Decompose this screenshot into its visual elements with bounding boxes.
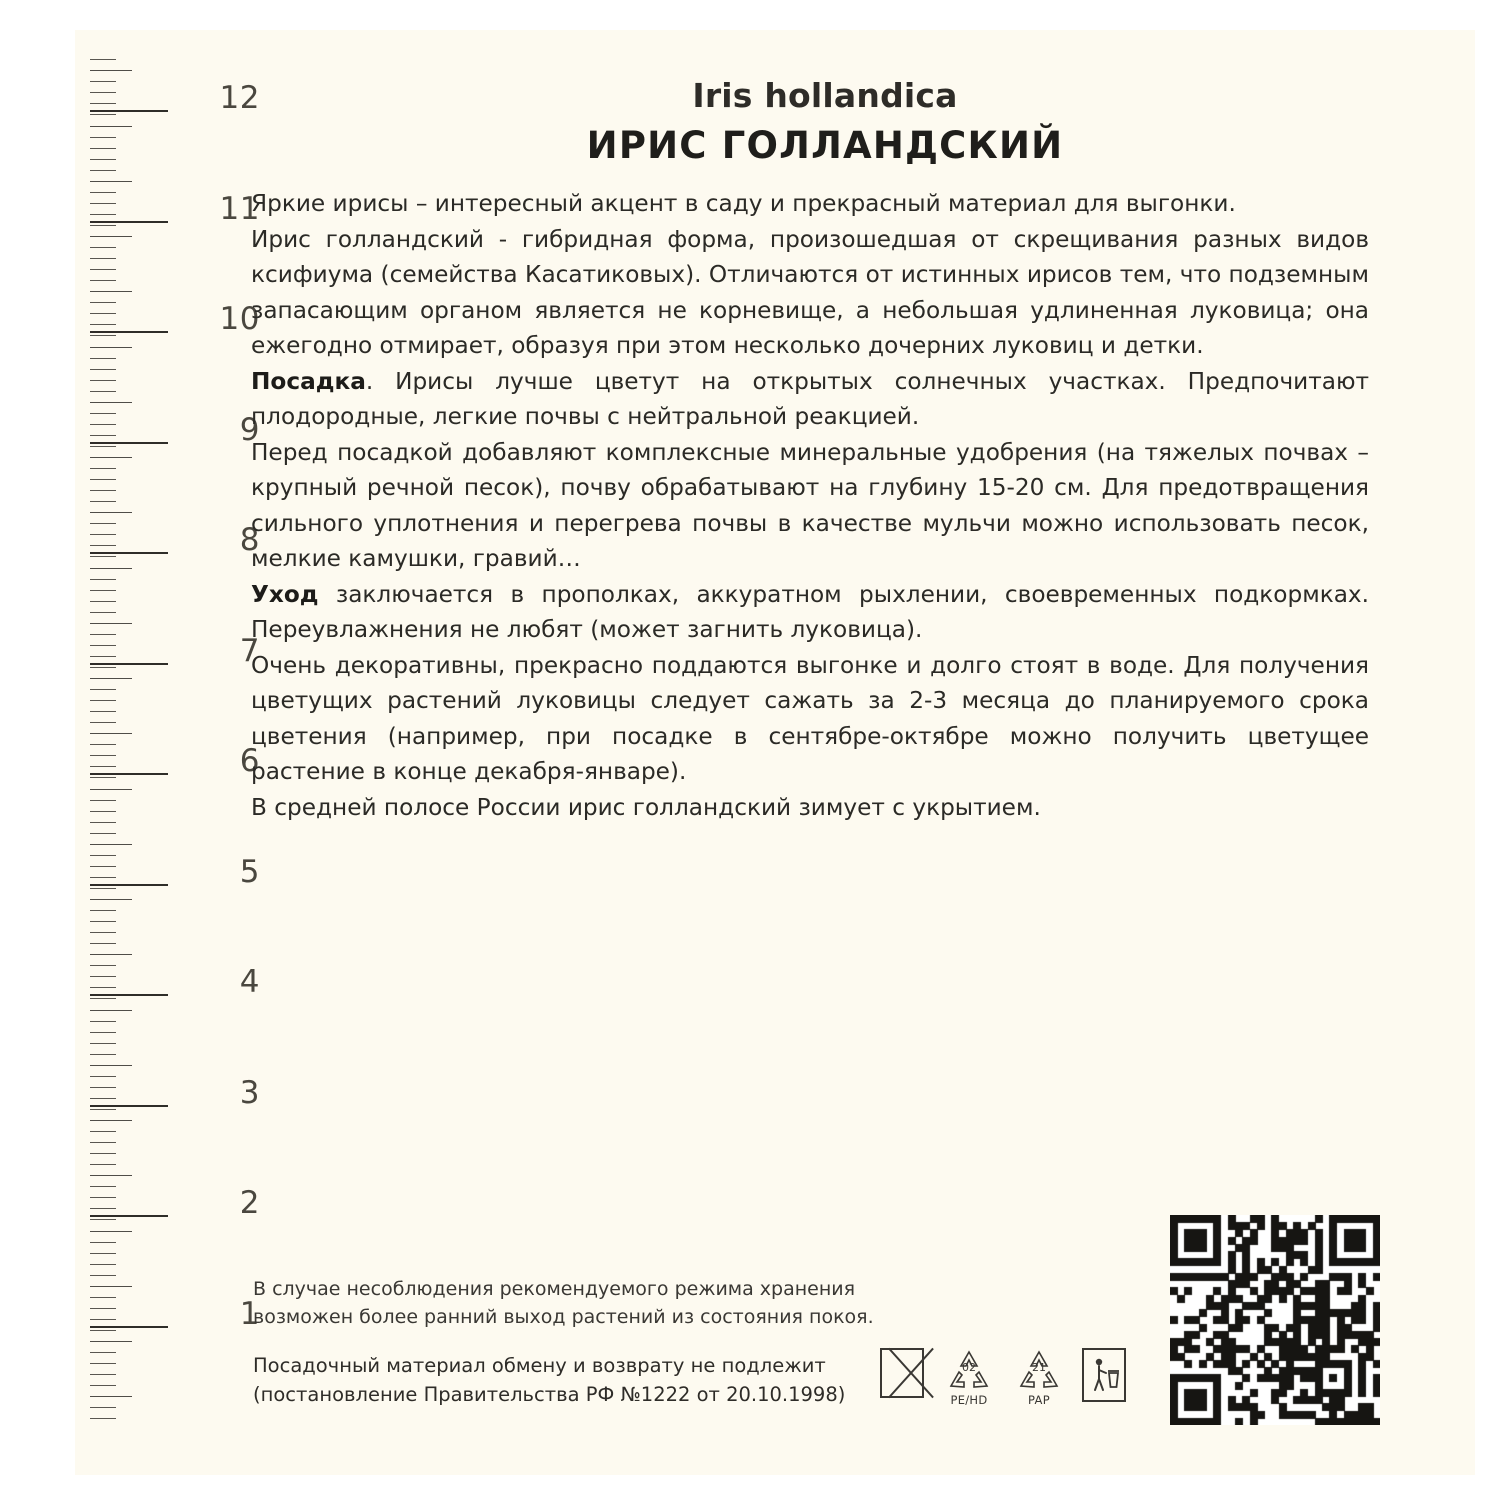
ruler-label: 8 (239, 522, 260, 558)
ruler-tick (90, 1208, 116, 1209)
ruler-major-tick (90, 110, 168, 112)
description-paragraph: Очень декоративны, прекрасно поддаются выгонке и долго стоят в воде. Для получения цветущих растений луковицы следует сажать за 2-3 месяца до планируемого срока цветения (например, при посадке в сентябре-октябре можно получить цветущее растение в конце декабря-январе). (251, 651, 1369, 785)
ruler-tick (90, 1186, 116, 1187)
ruler-tick (90, 689, 116, 690)
ruler-major-tick (90, 442, 168, 444)
ruler-tick (90, 1043, 116, 1044)
ruler-tick (90, 479, 116, 480)
ruler-tick (90, 579, 116, 580)
ruler-label: 2 (239, 1185, 260, 1221)
ruler-major-tick (90, 1326, 168, 1328)
ruler-tick (90, 59, 116, 60)
ruler-tick (90, 822, 116, 823)
ruler-tick (90, 987, 116, 988)
ruler-scale (90, 55, 260, 1455)
ruler-tick (90, 910, 116, 911)
paragraph-lead: Посадка (251, 367, 366, 395)
ruler-tick (90, 457, 132, 458)
ruler-tick (90, 1396, 132, 1397)
ruler-tick (90, 1197, 116, 1198)
ruler-tick (90, 844, 132, 845)
ruler-major-tick (90, 773, 168, 775)
ruler-tick (90, 623, 132, 624)
ruler-tick (90, 358, 116, 359)
ruler-tick (90, 369, 116, 370)
description-paragraph: Яркие ирисы – интересный акцент в саду и прекрасный материал для выгонки. (251, 190, 1236, 217)
recycle-code: 21 (1032, 1361, 1046, 1374)
ruler-tick (90, 181, 132, 182)
ruler-label: 12 (219, 80, 260, 116)
ruler-tick (90, 1032, 116, 1033)
ruler-tick (90, 1021, 116, 1022)
ruler-tick (90, 1242, 116, 1243)
ruler-tick (90, 556, 116, 557)
ruler-tick (90, 280, 116, 281)
ruler-tick (90, 1219, 116, 1220)
person-bin-glyph (1090, 1357, 1120, 1395)
ruler-tick (90, 236, 132, 237)
ruler-major-tick (90, 552, 168, 554)
ruler-tick (90, 645, 116, 646)
ruler-tick (90, 1275, 116, 1276)
ruler-tick (90, 402, 132, 403)
ruler-tick (90, 247, 116, 248)
ruler-tick (90, 954, 132, 955)
ruler-tick (90, 1341, 132, 1342)
ruler-major-tick (90, 221, 168, 223)
recycle-triangle-icon-21 (1012, 1348, 1066, 1407)
ruler-tick (90, 711, 116, 712)
ruler-tick (90, 601, 116, 602)
description-paragraph: Перед посадкой добавляют комплексные минеральные удобрения (на тяжелых почвах – крупный речной песок), почву обрабатывают на глубину 15-20 см. Для предотвращения сильного уплотнения и перегрева почвы в качестве мульчи можно использовать песок, мелкие камушки, гравий… (251, 438, 1369, 572)
ruler-tick (90, 1076, 116, 1077)
ruler-tick (90, 568, 132, 569)
ruler-label: 1 (239, 1295, 260, 1332)
recycle-code: 02 (962, 1361, 976, 1374)
ruler-label: 4 (239, 964, 260, 1000)
ruler-tick (90, 1352, 116, 1353)
ruler-tick (90, 335, 116, 336)
ruler-tick (90, 203, 116, 204)
ruler-tick (90, 777, 116, 778)
ruler-tick (90, 523, 116, 524)
ruler-tick (90, 468, 116, 469)
ruler-tick (90, 258, 116, 259)
ruler-tick (90, 1286, 132, 1287)
ruler-tick (90, 755, 116, 756)
ruler-tick (90, 833, 116, 834)
recycle-material-label: PE/HD (950, 1393, 988, 1407)
description-paragraph: Уход заключается в прополках, аккуратном рыхлении, своевременных подкормках. Переувлажнения не любят (может загнить луковица). (251, 580, 1369, 643)
ruler-tick (90, 413, 116, 414)
ruler-tick (90, 700, 116, 701)
ruler-tick (90, 811, 116, 812)
ruler-tick (90, 877, 116, 878)
ruler-tick (90, 1297, 116, 1298)
ruler-tick (90, 1407, 116, 1408)
ruler-tick (90, 888, 116, 889)
ruler-tick (90, 590, 116, 591)
ruler-tick (90, 1087, 116, 1088)
title-block (250, 76, 1400, 167)
storage-note: В случае несоблюдения рекомендуемого режима хранения возможен более ранний выход растений из состояния покоя. (253, 1278, 874, 1328)
ruler-tick (90, 192, 116, 193)
ruler-tick (90, 1308, 116, 1309)
ruler-label: 7 (239, 632, 260, 669)
ruler-tick (90, 656, 116, 657)
ruler-tick (90, 1065, 132, 1066)
ruler-tick (90, 313, 116, 314)
ruler-tick (90, 866, 116, 867)
ruler-tick (90, 722, 116, 723)
ruler-major-tick (90, 331, 168, 333)
ruler-tick (90, 302, 116, 303)
ruler-tick (90, 1418, 116, 1419)
ruler-tick (90, 170, 116, 171)
ruler-tick (90, 159, 116, 160)
ruler-tick (90, 800, 116, 801)
return-note: Посадочный материал обмену и возврату не подлежит (постановление Правительства РФ №1222 от 20.10.1998) (253, 1354, 846, 1406)
ruler-tick (90, 678, 132, 679)
ruler-tick (90, 92, 116, 93)
ruler-tick (90, 766, 116, 767)
ruler-major-tick (90, 663, 168, 665)
ruler-tick (90, 126, 132, 127)
ruler-tick (90, 501, 116, 502)
ruler-tick (90, 81, 116, 82)
ruler-tick (90, 789, 132, 790)
ruler-tick (90, 1164, 116, 1165)
keep-clean-bin-icon (1082, 1348, 1126, 1402)
ruler-tick (90, 114, 116, 115)
ruler-tick (90, 446, 116, 447)
ruler-tick (90, 225, 116, 226)
description-paragraph: Ирис голландский - гибридная форма, произошедшая от скрещивания разных видов ксифиума (семейства Касатиковых). Отличаются от истинных ирисов тем, что подземным запасающим органом является не корневище, а небольшая удлиненная луковица; она ежегодно отмирает, образуя при этом несколько дочерних луковиц и детки. (251, 225, 1369, 359)
ruler-tick (90, 1153, 116, 1154)
russian-name: ИРИС ГОЛЛАНДСКИЙ (586, 124, 1064, 167)
ruler-tick (90, 435, 116, 436)
ruler-tick (90, 1231, 132, 1232)
ruler-tick (90, 733, 132, 734)
ruler-label: 6 (239, 743, 260, 779)
ruler-label: 9 (239, 411, 260, 448)
ruler-label: 10 (219, 301, 260, 337)
ruler-tick (90, 512, 132, 513)
ruler-tick (90, 1098, 116, 1099)
ruler-tick (90, 612, 116, 613)
ruler-tick (90, 1010, 132, 1011)
ruler-tick (90, 137, 116, 138)
ruler-tick (90, 943, 116, 944)
ruler-tick (90, 424, 116, 425)
ruler-tick (90, 148, 116, 149)
ruler-tick (90, 1319, 116, 1320)
ruler-tick (90, 932, 116, 933)
description-paragraph: В средней полосе России ирис голландский зимует с укрытием. (251, 793, 1041, 821)
ruler-tick (90, 667, 116, 668)
qr-code-canvas (1170, 1215, 1380, 1425)
ruler-tick (90, 214, 116, 215)
ruler-tick (90, 1142, 116, 1143)
ruler-tick (90, 1363, 116, 1364)
ruler-major-tick (90, 1215, 168, 1217)
recycle-material-label: PAP (1028, 1393, 1050, 1407)
page-margin (0, 0, 76, 1500)
ruler-tick (90, 921, 116, 922)
ruler-tick (90, 103, 116, 104)
ruler-tick (90, 634, 116, 635)
ruler-major-tick (90, 1105, 168, 1107)
ruler-tick (90, 1054, 116, 1055)
ruler-tick (90, 1131, 116, 1132)
packaging-symbols (880, 1348, 1126, 1418)
ruler-tick (90, 269, 116, 270)
ruler-tick (90, 534, 116, 535)
ruler-tick (90, 899, 132, 900)
ruler-tick (90, 855, 116, 856)
ruler-tick (90, 1253, 116, 1254)
ruler-tick (90, 1385, 116, 1386)
ruler-tick (90, 490, 116, 491)
recycle-triangle-icon-02 (942, 1348, 996, 1407)
description-text (251, 186, 1369, 825)
ruler-tick (90, 380, 116, 381)
ruler-tick (90, 291, 132, 292)
paragraph-lead: Уход (251, 580, 319, 608)
ruler-tick (90, 976, 116, 977)
ruler-major-tick (90, 884, 168, 886)
ruler-tick (90, 965, 116, 966)
latin-name: Iris hollandica (692, 76, 958, 115)
ruler-tick (90, 1120, 132, 1121)
qr-code[interactable] (1170, 1215, 1380, 1425)
ruler-label: 5 (239, 853, 260, 890)
ruler-tick (90, 1109, 116, 1110)
ruler-tick (90, 70, 132, 71)
ruler-tick (90, 1374, 116, 1375)
ruler-tick (90, 998, 116, 999)
ruler-tick (90, 1175, 132, 1176)
ruler-tick (90, 1264, 116, 1265)
ruler-tick (90, 391, 116, 392)
ruler-tick (90, 347, 132, 348)
description-paragraph: Посадка. Ирисы лучше цветут на открытых солнечных участках. Предпочитают плодородные, легкие почвы с нейтральной реакцией. (251, 367, 1369, 430)
ruler-tick (90, 744, 116, 745)
ruler-tick (90, 324, 116, 325)
ruler-tick (90, 545, 116, 546)
ruler-label: 3 (239, 1074, 260, 1111)
no-dispose-icon (880, 1348, 926, 1400)
ruler-label: 11 (219, 190, 260, 227)
ruler-major-tick (90, 994, 168, 996)
ruler-tick (90, 1330, 116, 1331)
